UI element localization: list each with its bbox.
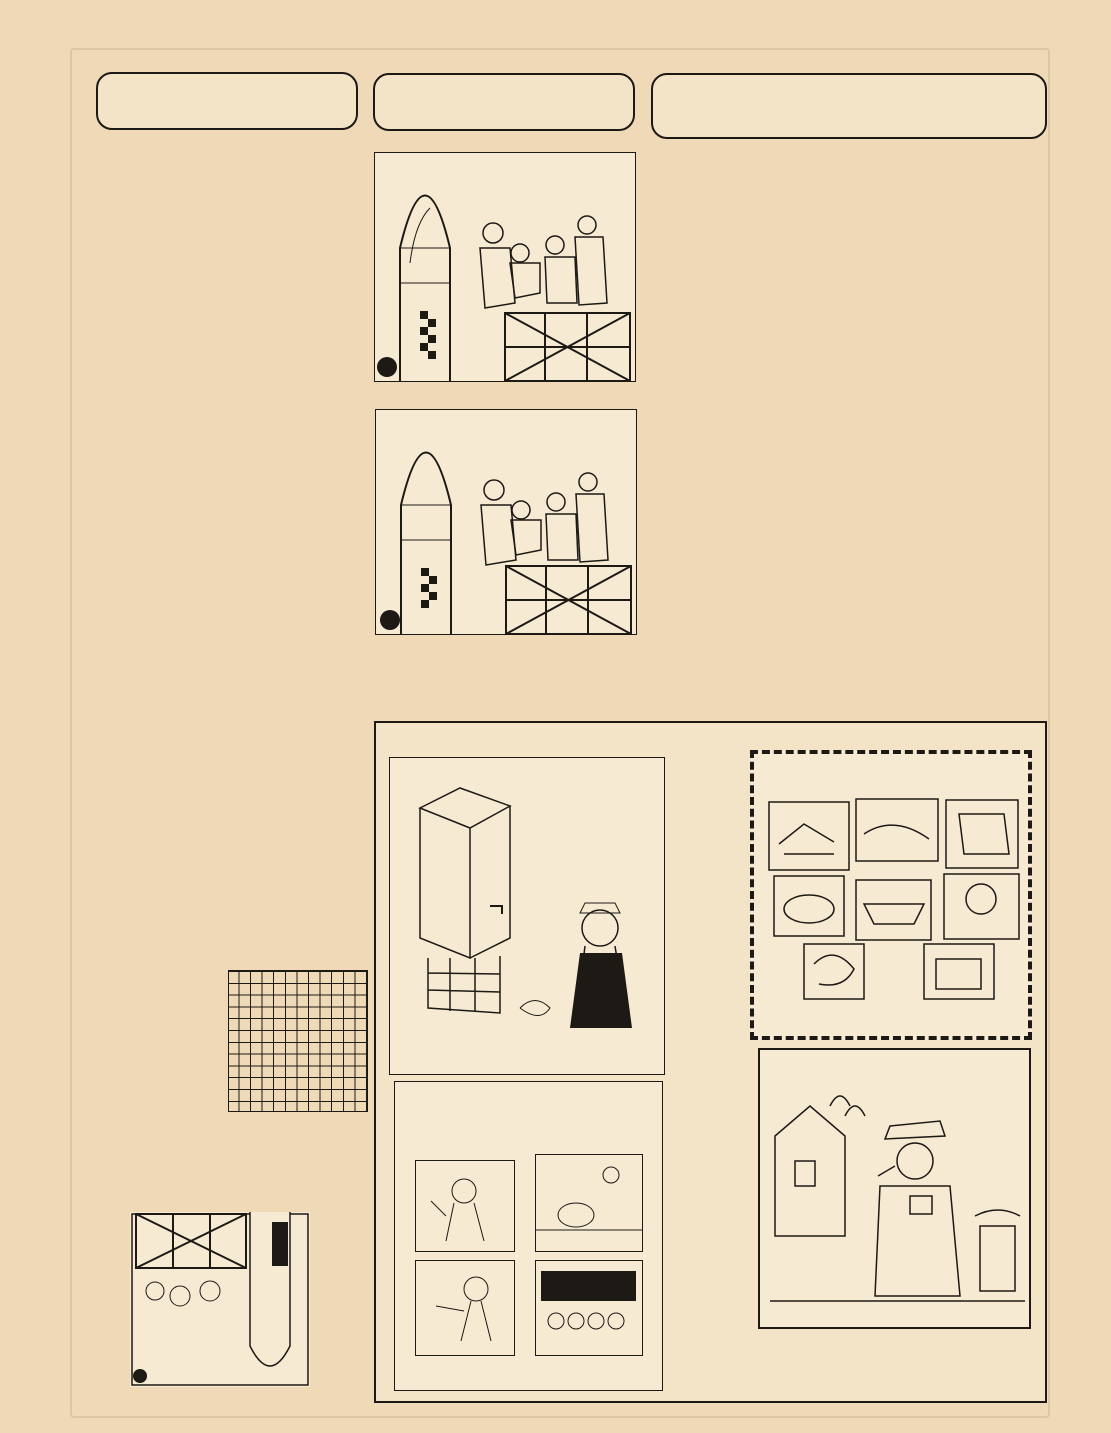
decor-box-3	[415, 1260, 515, 1356]
decor-box-1	[415, 1160, 515, 1252]
title-jouez	[373, 73, 635, 131]
scene-2	[536, 1261, 642, 1355]
detective-drawing	[770, 1076, 1025, 1306]
scene-1	[536, 1155, 642, 1251]
reservoir-drawing	[400, 778, 660, 1028]
title-mots-caches	[651, 73, 1047, 139]
difference-panel	[750, 750, 1032, 1040]
character-2	[416, 1261, 514, 1355]
difference-drawings	[764, 794, 1024, 1004]
astuce-panel	[389, 757, 665, 1075]
cartoon-panel-2	[375, 409, 637, 635]
solution-cartoon	[130, 1212, 310, 1387]
title-mots-croises	[96, 72, 358, 130]
enigme-panel	[758, 1048, 1031, 1329]
cartoon-panel-1	[374, 152, 636, 382]
rocket-drawing-2	[376, 410, 636, 634]
decor-box-4	[535, 1260, 643, 1356]
rocket-drawing-1	[375, 153, 635, 381]
solutions-crossword-grid	[228, 970, 368, 1112]
decor-panel	[394, 1081, 663, 1391]
page-header	[74, 12, 83, 29]
character-1	[416, 1161, 514, 1251]
decor-box-2	[535, 1154, 643, 1252]
